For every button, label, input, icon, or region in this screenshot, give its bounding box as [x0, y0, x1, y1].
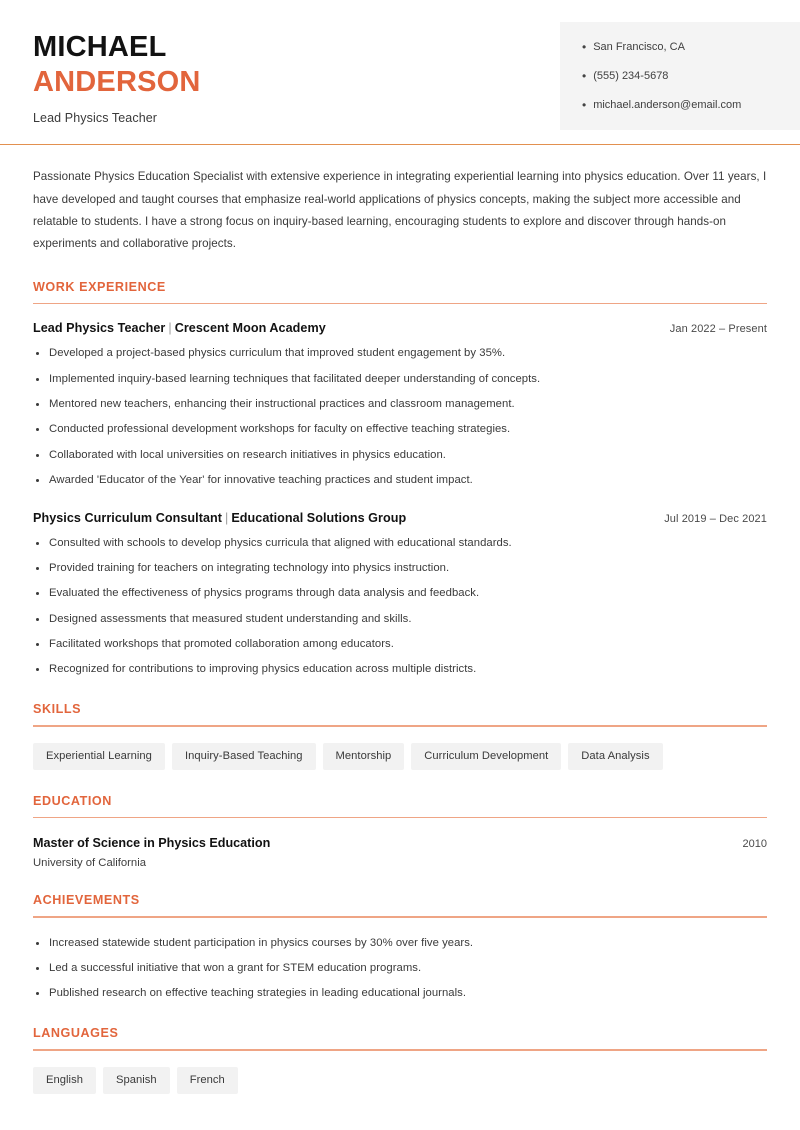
experience-role: Lead Physics Teacher — [33, 321, 166, 336]
list-item: Published research on effective teaching strategies in leading educational journals. — [33, 986, 767, 1002]
education-school: University of California — [33, 857, 147, 870]
skill-chip: Curriculum Development — [411, 743, 561, 770]
contact-phone[interactable] — [582, 69, 776, 85]
experience-entry-header — [33, 321, 767, 335]
contact-email[interactable] — [582, 98, 776, 114]
section-work-experience — [33, 280, 767, 678]
contact-info-box — [560, 22, 800, 130]
skill-chip: Inquiry-Based Teaching — [172, 743, 316, 770]
contact-phone-text: (555) 234-5678 — [593, 69, 669, 82]
language-chip: Spanish — [103, 1067, 170, 1094]
professional-summary: Passionate Physics Education Specialist with extensive experience in integrating experiential learning into physics education. Over 11 years, I have developed and taught courses that emphasize real-world applications of physics concepts, making the subject more accessible and relatable to students. I have a strong focus on inquiry-based learning, encouraging students to explore and discover through hands-on experiments and collaborative projects. — [33, 170, 767, 251]
bullet-icon: • — [582, 40, 587, 54]
bullet-icon: • — [582, 68, 587, 83]
section-divider — [33, 725, 767, 727]
list-item: Awarded 'Educator of the Year' for innovative teaching practices and student impact. — [33, 473, 767, 489]
contact-email-text: michael.anderson@email.com — [593, 98, 742, 111]
bullet-icon: • — [582, 97, 587, 112]
section-title-work-experience: WORK EXPERIENCE — [33, 279, 166, 294]
contact-location — [582, 40, 776, 56]
section-title-languages: LANGUAGES — [33, 1026, 119, 1040]
list-item: Mentored new teachers, enhancing their instructional practices and classroom management. — [33, 397, 767, 413]
experience-bullet-list — [33, 536, 767, 678]
header-divider — [0, 144, 800, 146]
candidate-job-title: Lead Physics Teacher — [33, 111, 158, 125]
skill-chip: Experiential Learning — [33, 743, 165, 770]
list-item: Led a successful initiative that won a grant for STEM education programs. — [33, 961, 767, 977]
header-identity — [0, 22, 201, 125]
skills-chip-list — [33, 743, 767, 770]
section-title-achievements: ACHIEVEMENTS — [33, 893, 140, 908]
candidate-first-name: MICHAEL — [33, 31, 167, 63]
section-education — [33, 794, 767, 870]
list-item: Facilitated workshops that promoted collaboration among educators. — [33, 637, 767, 653]
list-item: Designed assessments that measured student understanding and skills. — [33, 612, 767, 628]
list-item: Consulted with schools to develop physics curricula that aligned with educational standards. — [33, 536, 767, 552]
list-item: Increased statewide student participation in physics courses by 30% over five years. — [33, 936, 767, 952]
title-separator: | — [225, 510, 229, 525]
candidate-last-name: ANDERSON — [33, 65, 201, 98]
section-title-education: EDUCATION — [33, 793, 112, 808]
section-title-skills: SKILLS — [33, 702, 82, 717]
experience-title — [33, 321, 326, 335]
resume-content — [0, 166, 800, 1093]
experience-entry — [33, 511, 767, 678]
language-chip: English — [33, 1067, 96, 1094]
section-divider — [33, 303, 767, 305]
list-item: Conducted professional development workshops for faculty on effective teaching strategies. — [33, 422, 767, 438]
candidate-name — [33, 30, 201, 99]
list-item: Recognized for contributions to improving physics education across multiple districts. — [33, 662, 767, 678]
list-item: Provided training for teachers on integrating technology into physics instruction. — [33, 561, 767, 577]
education-year: 2010 — [742, 838, 767, 851]
section-divider — [33, 1049, 767, 1051]
section-divider — [33, 817, 767, 819]
experience-date: Jul 2019 – Dec 2021 — [664, 512, 767, 525]
experience-entry — [33, 321, 767, 488]
resume-header — [0, 0, 800, 130]
experience-organization: Crescent Moon Academy — [174, 321, 326, 336]
list-item: Collaborated with local universities on research initiatives in physics education. — [33, 448, 767, 464]
list-item: Implemented inquiry-based learning techniques that facilitated deeper understanding of concepts. — [33, 372, 767, 388]
languages-chip-list — [33, 1067, 767, 1094]
experience-entry-header — [33, 511, 767, 525]
section-achievements — [33, 893, 767, 1002]
list-item: Developed a project-based physics curriculum that improved student engagement by 35%. — [33, 346, 767, 362]
experience-organization: Educational Solutions Group — [231, 510, 407, 525]
list-item: Evaluated the effectiveness of physics programs through data analysis and feedback. — [33, 586, 767, 602]
achievements-bullet-list — [33, 936, 767, 1002]
language-chip: French — [177, 1067, 238, 1094]
experience-bullet-list — [33, 346, 767, 488]
education-degree: Master of Science in Physics Education — [33, 836, 271, 851]
title-separator: | — [168, 321, 172, 336]
skill-chip: Mentorship — [323, 743, 405, 770]
contact-location-text: San Francisco, CA — [593, 41, 685, 53]
experience-date: Jan 2022 – Present — [669, 323, 767, 336]
skill-chip: Data Analysis — [568, 743, 662, 770]
section-skills — [33, 702, 767, 770]
education-entry-header — [33, 836, 767, 850]
experience-role: Physics Curriculum Consultant — [33, 510, 222, 525]
section-languages — [33, 1026, 767, 1094]
experience-title — [33, 511, 406, 525]
section-divider — [33, 916, 767, 918]
